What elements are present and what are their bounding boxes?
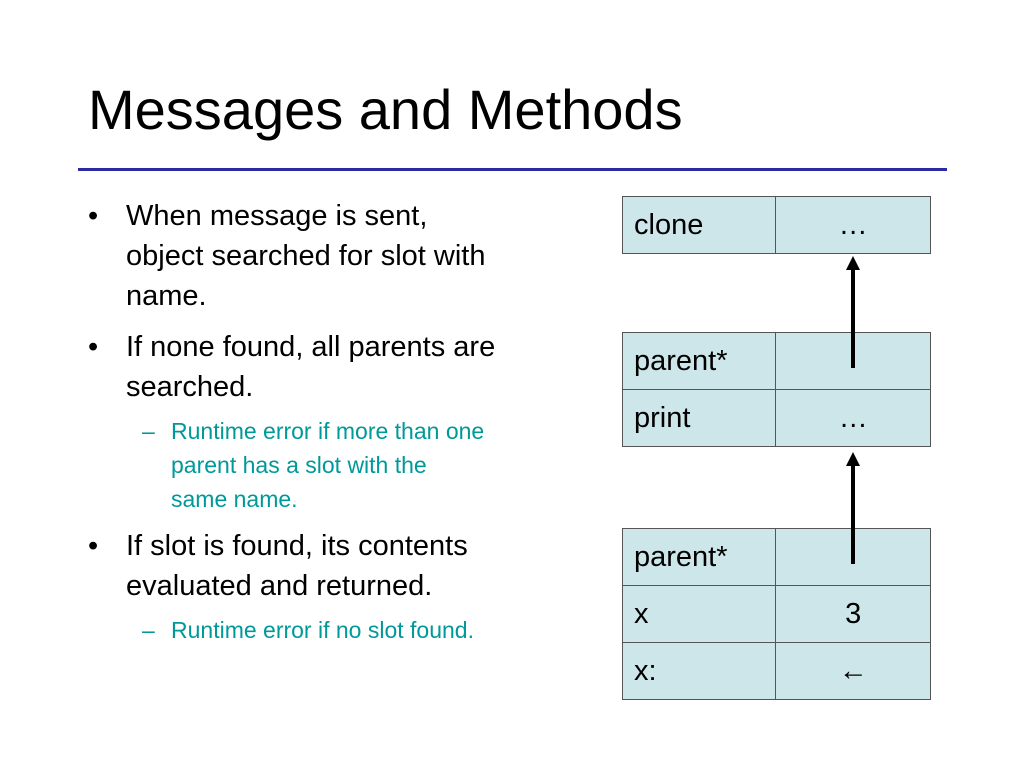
sub-bullet-text-line: Runtime error if no slot found. bbox=[171, 617, 474, 643]
object-box-top bbox=[622, 196, 931, 254]
sub-bullet-text-line: Runtime error if more than one bbox=[171, 418, 485, 444]
slot-row bbox=[623, 390, 931, 447]
bullet-text-line: name. bbox=[126, 280, 207, 312]
bullet-item bbox=[88, 526, 468, 606]
bullet-text-line: evaluated and returned. bbox=[126, 570, 433, 602]
sub-bullet-text-line: parent has a slot with the bbox=[171, 452, 427, 478]
bullet-text-line: object searched for slot with bbox=[126, 240, 486, 272]
sub-bullet-marker: – bbox=[142, 617, 155, 643]
slot-value bbox=[776, 529, 931, 586]
object-box-bottom bbox=[622, 528, 931, 700]
slot-name: x: bbox=[623, 643, 776, 700]
slot-row bbox=[623, 643, 931, 700]
bullet-text-line: When message is sent, bbox=[126, 200, 428, 232]
sub-bullet-item bbox=[142, 613, 474, 647]
slot-value: 3 bbox=[776, 586, 931, 643]
bullet-marker: • bbox=[88, 530, 99, 562]
bullet-item bbox=[88, 327, 496, 407]
bullet-text-line: If slot is found, its contents bbox=[126, 530, 468, 562]
slot-value: … bbox=[776, 197, 931, 254]
sub-bullet-text-line: same name. bbox=[171, 486, 298, 512]
slot-row bbox=[623, 529, 931, 586]
bullet-item bbox=[88, 196, 486, 316]
slot-value: ← bbox=[776, 643, 931, 700]
slot-row bbox=[623, 333, 931, 390]
object-box-middle bbox=[622, 332, 931, 447]
bullet-text-line: searched. bbox=[126, 371, 254, 403]
sub-bullet-marker: – bbox=[142, 418, 155, 444]
slot-value bbox=[776, 333, 931, 390]
slot-name: x bbox=[623, 586, 776, 643]
sub-bullet-item bbox=[142, 414, 485, 516]
slot-name: parent* bbox=[623, 333, 776, 390]
slot-name: clone bbox=[623, 197, 776, 254]
slot-name: parent* bbox=[623, 529, 776, 586]
slot-row bbox=[623, 586, 931, 643]
slot-value: … bbox=[776, 390, 931, 447]
slot-row bbox=[623, 197, 931, 254]
bullet-marker: • bbox=[88, 331, 99, 363]
page-title: Messages and Methods bbox=[88, 78, 683, 141]
bullet-text-line: If none found, all parents are bbox=[126, 331, 496, 363]
slot-name: print bbox=[623, 390, 776, 447]
bullet-marker: • bbox=[88, 200, 99, 232]
